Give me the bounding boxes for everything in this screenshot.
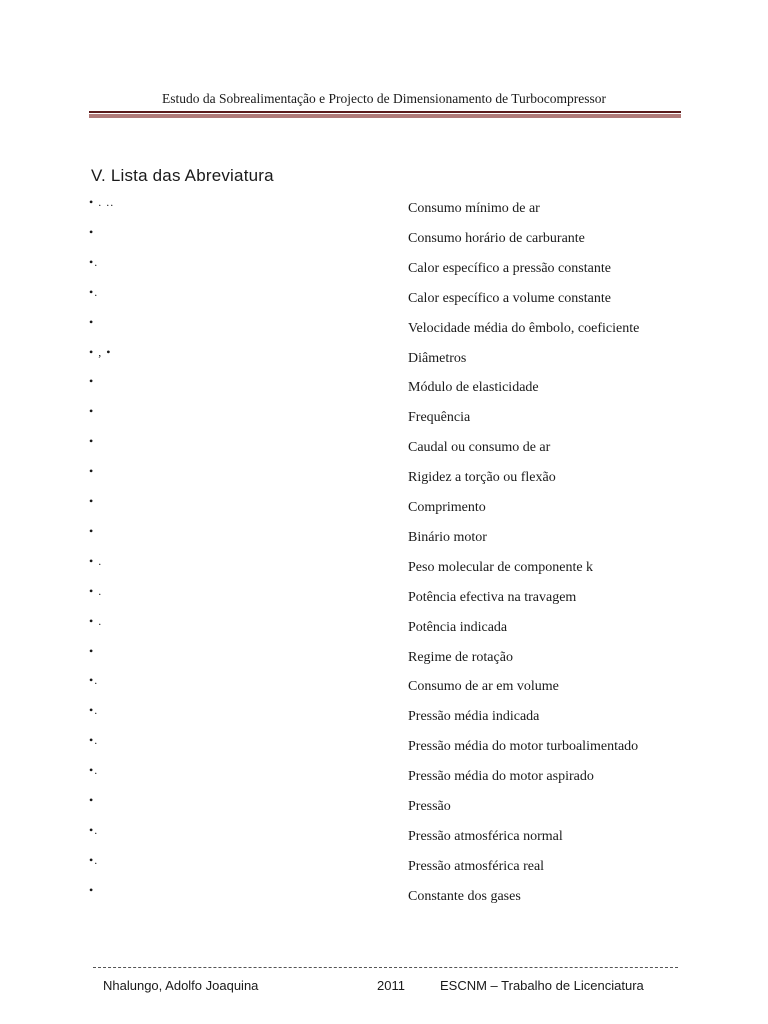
abbreviation-symbol: •. <box>89 703 99 718</box>
abbreviation-symbol: •. <box>89 254 99 269</box>
abbreviation-symbol: • , • <box>89 344 112 359</box>
abbreviation-description: Binário motor <box>408 529 487 545</box>
abbreviation-symbol: • <box>89 404 95 419</box>
abbreviation-symbol: • <box>89 523 95 538</box>
abbreviation-description: Consumo de ar em volume <box>408 679 559 695</box>
abbreviation-symbol: •. <box>89 733 99 748</box>
list-item <box>0 195 768 225</box>
abbreviation-symbol: •. <box>89 763 99 778</box>
list-item <box>0 254 768 285</box>
abbreviation-description: Diâmetros <box>408 350 467 366</box>
list-item <box>0 464 768 494</box>
list-item <box>0 793 768 823</box>
abbreviation-description: Potência indicada <box>408 619 508 635</box>
abbreviation-description: Regime de rotação <box>408 649 513 665</box>
list-item <box>0 733 768 763</box>
footer-author: Nhalungo, Adolfo Joaquina <box>103 978 259 993</box>
abbreviation-description: Velocidade média do êmbolo, coeficiente <box>408 320 640 336</box>
abbreviation-description: Pressão atmosférica real <box>408 858 545 874</box>
list-item <box>0 284 768 315</box>
abbreviation-symbol: • . <box>89 553 103 568</box>
abbreviation-description: Consumo mínimo de ar <box>408 201 540 216</box>
abbreviation-description: Frequência <box>408 410 471 426</box>
list-item <box>0 882 768 913</box>
abbreviation-description: Módulo de elasticidade <box>408 380 539 396</box>
abbreviation-symbol: •. <box>89 852 99 867</box>
list-item <box>0 374 768 404</box>
abbreviation-symbol: • . <box>89 613 103 628</box>
abbreviation-symbol: • <box>89 314 95 329</box>
abbreviation-symbol: •. <box>89 822 99 837</box>
abbreviation-symbol: • <box>89 464 95 479</box>
abbreviation-description: Peso molecular de componente k <box>408 559 594 575</box>
abbreviation-symbol: • <box>89 434 95 449</box>
abbreviation-description: Calor específico a pressão constante <box>408 260 611 276</box>
list-item <box>0 344 768 375</box>
abbreviation-description: Pressão atmosférica normal <box>408 828 563 844</box>
footer-rule <box>93 967 678 968</box>
section-title: V. Lista das Abreviatura <box>91 166 274 185</box>
header-rule-shadow <box>89 114 681 118</box>
list-item <box>0 523 768 554</box>
list-item <box>0 852 768 883</box>
abbreviation-symbol: • <box>89 494 95 508</box>
abbreviation-description: Rigidez a torção ou flexão <box>408 470 556 486</box>
abbreviation-symbol: • <box>89 793 95 807</box>
footer-year: 2011 <box>377 978 405 993</box>
abbreviation-symbol: • <box>89 882 95 897</box>
list-item <box>0 494 768 524</box>
abbreviation-description: Pressão média do motor turboalimentado <box>408 739 639 755</box>
abbreviation-description: Potência efectiva na travagem <box>408 589 577 605</box>
abbreviation-symbol: • . <box>89 583 103 598</box>
abbreviation-symbol: •. <box>89 284 99 299</box>
list-item <box>0 314 768 345</box>
footer-institution: ESCNM – Trabalho de Licenciatura <box>440 978 644 993</box>
abbreviation-description: Pressão média indicada <box>408 709 540 725</box>
abbreviation-description: Calor específico a volume constante <box>408 290 611 306</box>
abbreviation-symbol: • <box>89 224 95 239</box>
abbreviation-description: Comprimento <box>408 500 486 515</box>
abbreviation-symbol: •. <box>89 673 99 688</box>
abbreviation-symbol: • <box>89 374 95 389</box>
abbreviation-description: Constante dos gases <box>408 888 521 904</box>
abbreviation-description: Pressão <box>408 799 451 814</box>
list-item <box>0 583 768 614</box>
list-item <box>0 703 768 733</box>
list-item <box>0 613 768 644</box>
abbreviation-description: Caudal ou consumo de ar <box>408 440 551 456</box>
header-rule <box>89 111 681 113</box>
list-item <box>0 673 768 703</box>
list-item <box>0 553 768 584</box>
list-item <box>0 404 768 434</box>
list-item <box>0 434 768 464</box>
abbreviation-description: Pressão média do motor aspirado <box>408 769 594 785</box>
list-item <box>0 224 768 255</box>
list-item <box>0 763 768 793</box>
list-item <box>0 643 768 674</box>
running-header: Estudo da Sobrealimentação e Projecto de Dimensionamento de Turbocompressor <box>162 91 606 106</box>
list-item <box>0 822 768 853</box>
abbreviation-symbol: • . .. <box>89 195 115 209</box>
abbreviation-symbol: • <box>89 643 95 658</box>
abbreviation-description: Consumo horário de carburante <box>408 230 585 246</box>
